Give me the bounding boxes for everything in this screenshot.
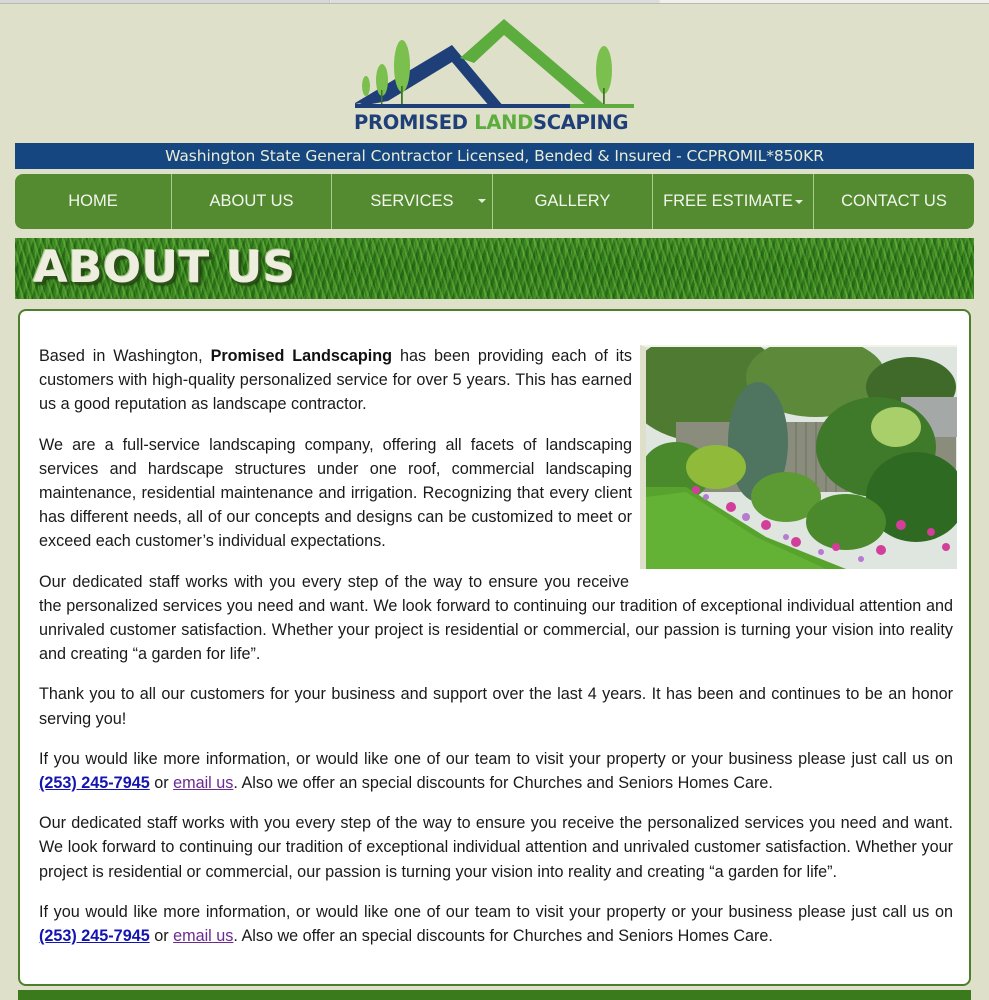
- browser-tab-active[interactable]: [660, 0, 989, 3]
- paragraph-staff-repeat: Our dedicated staff works with you every step of the way to ensure you receive the personalized services you need and want. We look forward to continuing our tradition of exceptional individual attention and unrivaled customer satisfaction. Whether your project is residential or commercial, our passion is turning your vision into reality and creating “a garden for life”.: [39, 814, 953, 881]
- paragraph-thanks: Thank you to all our customers for your business and support over the last 4 years. It has been and continues to be an honor serving you!: [39, 685, 953, 728]
- nav-label: FREE ESTIMATE: [663, 192, 793, 210]
- nav-item-gallery[interactable]: [493, 174, 653, 229]
- phone-link[interactable]: (253) 245-7945: [39, 774, 150, 793]
- nav-item-home[interactable]: [15, 174, 172, 229]
- email-link[interactable]: email us: [173, 774, 234, 793]
- logo-wordmark: PROMISED LANDSCAPING: [354, 111, 629, 134]
- paragraph-services: We are a full-service landscaping company, offering all facets of landscaping services and hardscape structures under one roof, commercial landscaping maintenance, residential maintenance and irrigation. Recognizing that every client has different needs, all of our concepts and designs can be customized to meet or exceed each customer’s individual expectations.: [39, 435, 632, 551]
- dropdown-caret-icon: [795, 200, 803, 204]
- browser-tab[interactable]: [331, 0, 659, 3]
- site-logo[interactable]: [352, 18, 638, 136]
- nav-label: ABOUT US: [209, 192, 294, 210]
- nav-label: SERVICES: [370, 192, 454, 210]
- paragraph-contact: If you would like more information, or would like one of our team to visit your property or your business please just call us on (253) 245-7945 or email us. Also we offer an special discounts for Churches and Seniors Homes Care.: [39, 749, 953, 793]
- email-link[interactable]: email us: [173, 927, 234, 946]
- paragraph-contact-repeat: If you would like more information, or would like one of our team to visit your property or your business please just call us on (253) 245-7945 or email us. Also we offer an special discounts for Churches and Seniors Homes Care.: [39, 902, 953, 946]
- license-bar: Washington State General Contractor Licensed, Bended & Insured - CCPROMIL*850KR: [15, 143, 974, 169]
- nav-label: GALLERY: [534, 192, 611, 210]
- footer-bar: [18, 990, 971, 1000]
- about-text: [39, 344, 953, 964]
- paragraph-staff: Our dedicated staff works with you every step of the way to ensure you receive the personalized services you need and want. We look forward to continuing our tradition of exceptional individual attention and unrivaled customer satisfaction. Whether your project is residential or commercial, our passion is turning your vision into reality and creating “a garden for life”.: [39, 572, 953, 664]
- garden-photo: [640, 345, 957, 569]
- content-panel: [18, 309, 971, 986]
- paragraph-intro: Based in Washington, Promised Landscaping has been providing each of its customers with high-quality personalized service for over 5 years. This has earned us a good reputation as landscape contractor.: [39, 347, 632, 414]
- page-title: ABOUT US: [33, 242, 296, 293]
- nav-item-free-estimate[interactable]: [653, 174, 814, 229]
- phone-link[interactable]: (253) 245-7945: [39, 927, 150, 946]
- garden-image-icon: [646, 347, 957, 569]
- page-banner: [15, 238, 974, 299]
- nav-item-contact-us[interactable]: [814, 174, 974, 229]
- company-name: Promised Landscaping: [210, 347, 393, 365]
- browser-tab-strip: [0, 0, 989, 4]
- main-nav: [15, 174, 974, 229]
- nav-item-services[interactable]: [332, 174, 493, 229]
- nav-label: CONTACT US: [841, 192, 947, 210]
- logo-house-trees-icon: [352, 18, 638, 113]
- nav-label: HOME: [68, 192, 118, 210]
- nav-item-about-us[interactable]: [172, 174, 332, 229]
- dropdown-caret-icon: [478, 199, 486, 203]
- browser-tab[interactable]: [0, 0, 330, 3]
